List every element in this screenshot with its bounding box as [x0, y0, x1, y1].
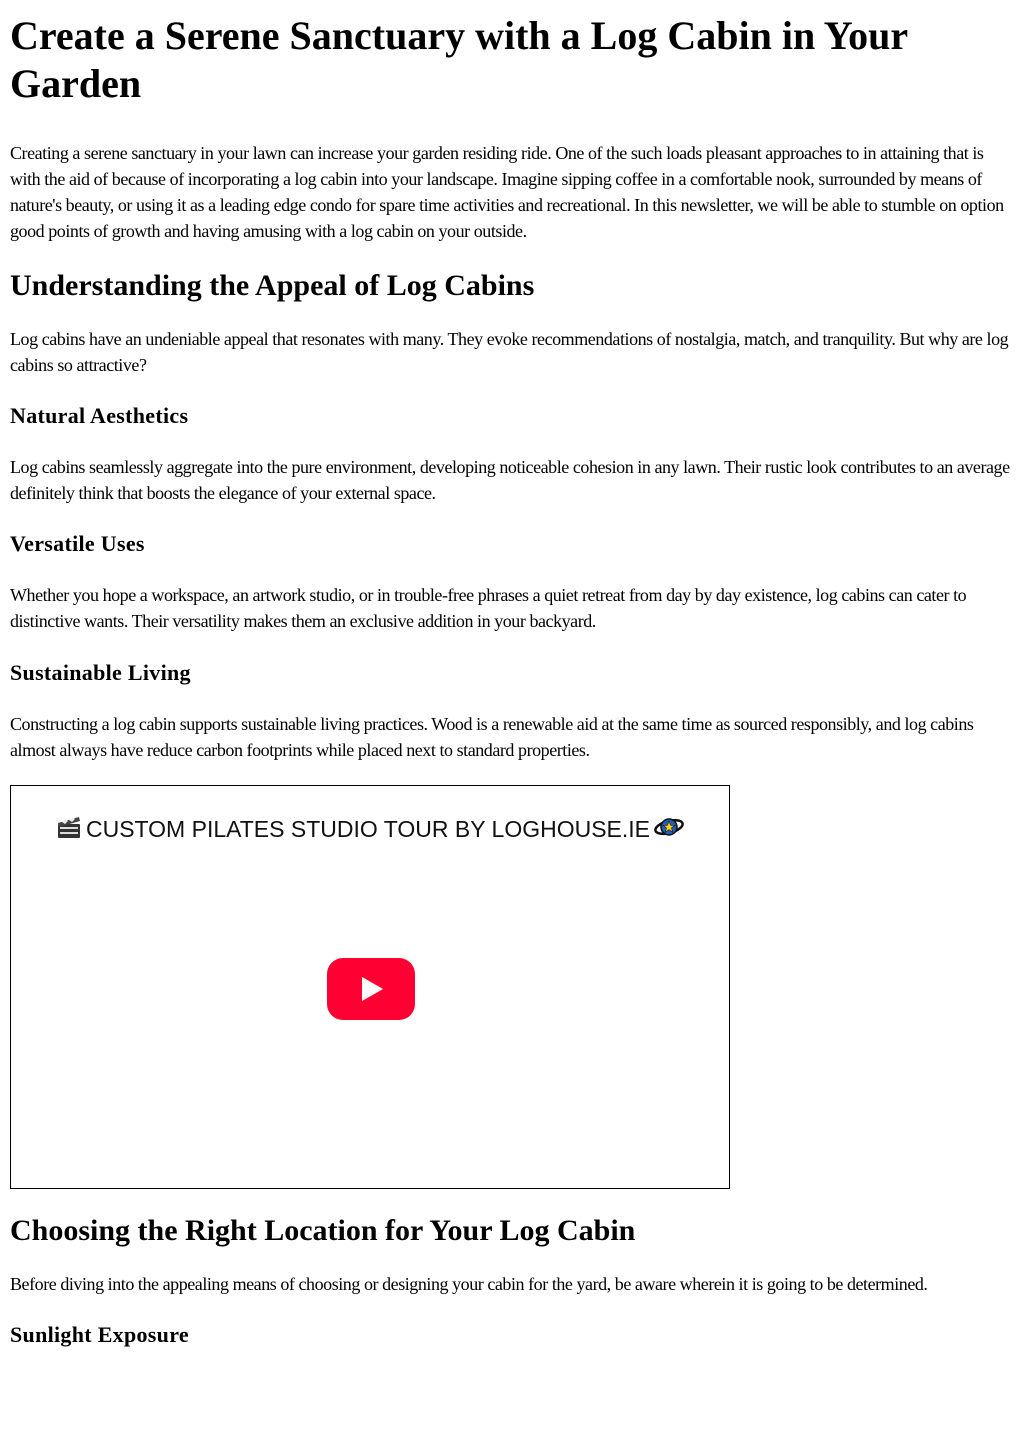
clapperboard-icon — [56, 814, 82, 847]
video-embed[interactable] — [10, 785, 730, 1189]
sustainable-living-paragraph: Constructing a log cabin supports sustainable living practices. Wood is a renewable aid at the same time as sourced responsibly, and log cabins almost always have reduce carbon footprints while placed next to standard properties. — [10, 714, 974, 760]
subheading-sustainable-living: Sustainable Living — [10, 660, 191, 685]
saturn-star-icon — [654, 814, 684, 847]
play-button[interactable] — [327, 958, 415, 1020]
play-icon — [327, 958, 415, 1020]
appeal-paragraph: Log cabins have an undeniable appeal that resonates with many. They evoke recommendations of nostalgia, match, and tranquility. But why are log cabins so attractive? — [10, 329, 1009, 375]
intro-paragraph: Creating a serene sanctuary in your lawn can increase your garden residing ride. One of the such loads pleasant approaches to in attaining that is with the aid of because of incorporating a log cabin into your landscape. Imagine sipping coffee in a comfortable nook, surrounded by means of nature's beauty, or using it as a leading edge condo for spare time activities and recreational. In this newsletter, we will be able to stumble on option good points of growth and having amusing with a log cabin on your outside. — [10, 143, 1004, 241]
versatile-uses-paragraph: Whether you hope a workspace, an artwork studio, or in trouble-free phrases a quiet retreat from day by day existence, log cabins can cater to distinctive wants. Their versatility makes them an exclusive addition in your backyard. — [10, 585, 967, 631]
section-heading-appeal: Understanding the Appeal of Log Cabins — [10, 269, 535, 302]
article — [10, 0, 1014, 1349]
location-paragraph: Before diving into the appealing means of choosing or designing your cabin for the yard, be aware wherein it is going to be determined. — [10, 1274, 928, 1294]
page-title: Create a Serene Sanctuary with a Log Cabin in Your Garden — [10, 13, 908, 106]
subheading-natural-aesthetics: Natural Aesthetics — [10, 403, 189, 428]
section-heading-location: Choosing the Right Location for Your Log Cabin — [10, 1214, 636, 1247]
video-title[interactable]: CUSTOM PILATES STUDIO TOUR BY LOGHOUSE.IE — [85, 816, 651, 842]
subheading-versatile-uses: Versatile Uses — [10, 531, 145, 556]
natural-aesthetics-paragraph: Log cabins seamlessly aggregate into the pure environment, developing noticeable cohesion in any lawn. Their rustic look contributes to an average definitely think that boosts the elegance of your external space. — [10, 457, 1010, 503]
video-title-bar — [11, 814, 729, 847]
subheading-sunlight-exposure: Sunlight Exposure — [10, 1322, 189, 1347]
